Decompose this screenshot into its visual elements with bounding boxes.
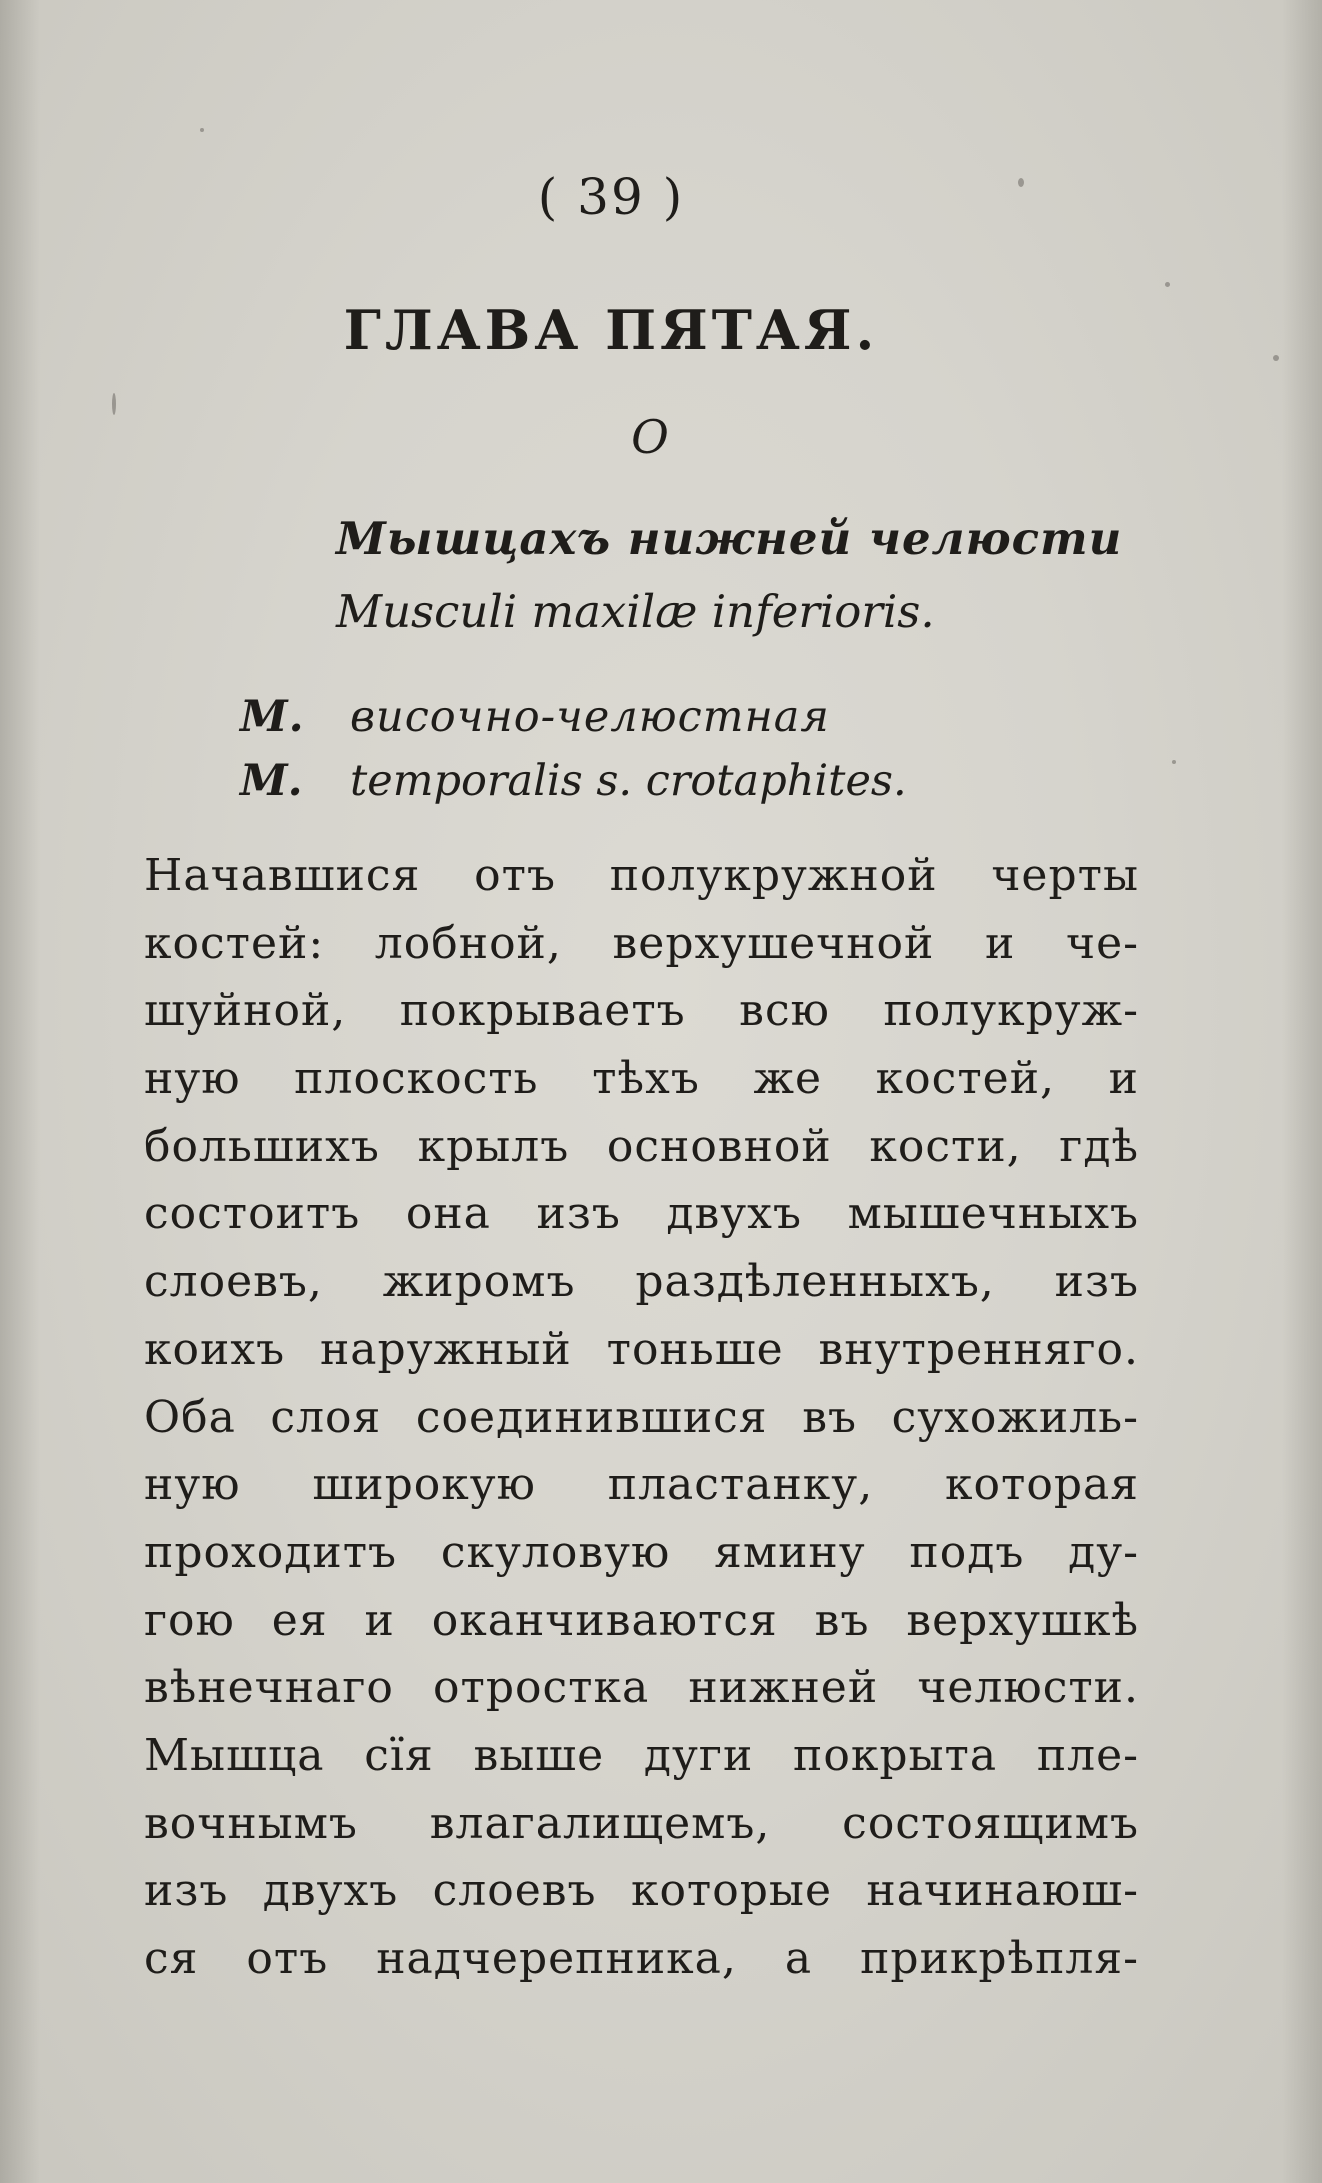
chapter-title: ГЛАВА ПЯТАЯ. xyxy=(343,298,879,362)
paper-speck xyxy=(1165,282,1170,287)
muscle-abbreviation: М. xyxy=(240,692,305,742)
paper-speck xyxy=(1273,355,1279,361)
muscle-name-latin: temporalis s. crotaphites. xyxy=(350,756,907,806)
subtitle-latin: Musculi maxilæ inferioris. xyxy=(336,585,935,638)
muscle-heading-russian xyxy=(240,692,830,742)
body-line: ную плоскость тѣхъ же костей, и xyxy=(144,1053,1139,1105)
body-text xyxy=(144,842,1139,1993)
page-edge-shadow-right xyxy=(1282,0,1322,2183)
body-line: вочнымъ влагалищемъ, состоящимъ xyxy=(144,1797,1139,1849)
muscle-name-russian: височно-челюстная xyxy=(350,692,830,742)
about-word: О xyxy=(631,410,669,464)
subtitle-russian: Мышцахъ нижней челюсти xyxy=(336,512,1123,565)
body-line: состоитъ она изъ двухъ мышечныхъ xyxy=(144,1188,1139,1240)
body-line: большихъ крылъ основной кости, гдѣ xyxy=(144,1120,1139,1172)
body-line: Оба слоя соединившися въ сухожиль- xyxy=(144,1391,1139,1443)
body-line: проходитъ скуловую ямину подъ ду- xyxy=(144,1526,1139,1578)
body-line: ную широкую пластанку, которая xyxy=(144,1459,1139,1511)
paper-speck xyxy=(200,128,204,132)
body-line: вѣнечнаго отростка нижней челюсти. xyxy=(144,1662,1139,1714)
body-line: Начавшися отъ полукружной черты xyxy=(144,850,1139,901)
body-line: Мышца сїя выше дуги покрыта пле- xyxy=(144,1729,1139,1781)
page-number: ( 39 ) xyxy=(537,168,685,226)
body-line: коихъ наружный тоньше внутренняго. xyxy=(144,1323,1139,1375)
muscle-heading-latin xyxy=(240,756,907,806)
body-line: костей: лобной, верхушечной и че- xyxy=(144,917,1139,969)
body-line: гою ея и оканчиваются въ верхушкѣ xyxy=(144,1594,1139,1646)
body-line: ся отъ надчерепника, а прикрѣпля- xyxy=(144,1933,1139,1984)
muscle-abbreviation: M. xyxy=(240,756,303,806)
body-line: слоевъ, жиромъ раздѣленныхъ, изъ xyxy=(144,1256,1139,1308)
body-line: шуйной, покрываетъ всю полукруж- xyxy=(144,985,1139,1037)
body-line: изъ двухъ слоевъ которые начинаюш- xyxy=(144,1865,1139,1917)
paper-speck xyxy=(1172,760,1176,764)
